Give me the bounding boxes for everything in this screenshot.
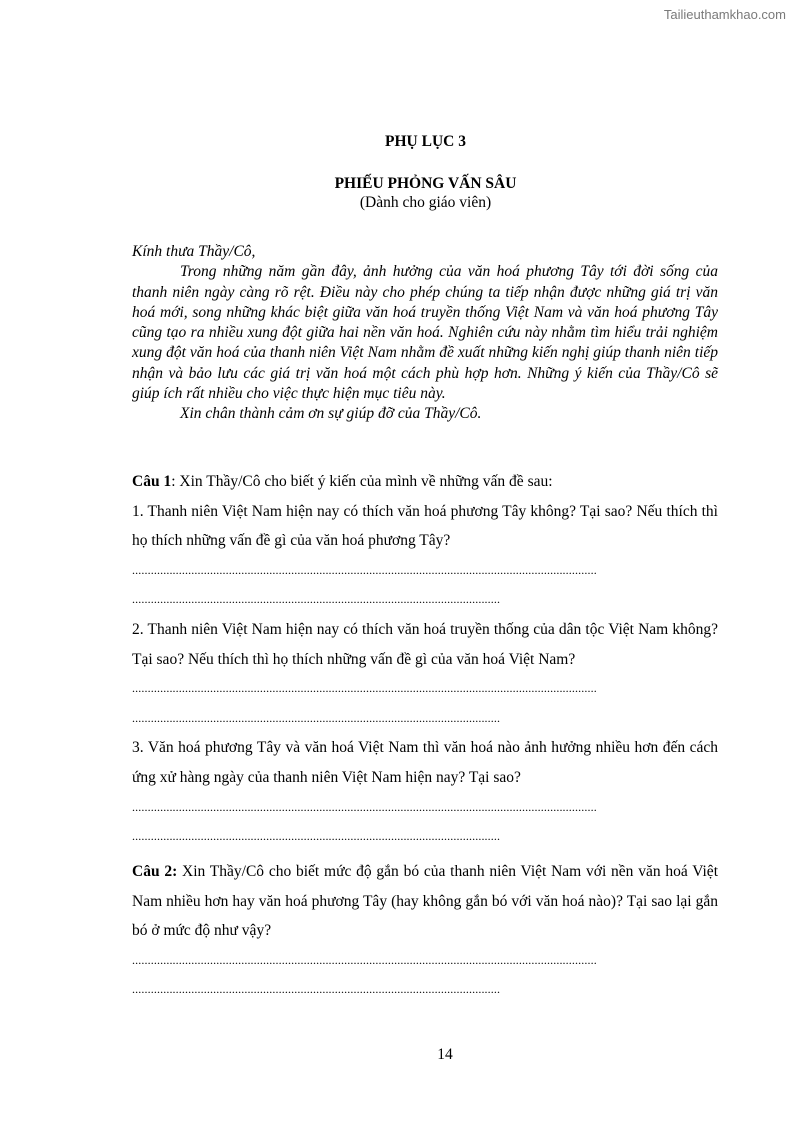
answer-line[interactable]: ...................................................................................................................... (132, 982, 501, 997)
answer-line[interactable]: ..................................................................................................................................................... (132, 562, 597, 577)
question-1-heading (132, 467, 718, 497)
form-subtitle: (Dành cho giáo viên) (359, 194, 492, 211)
question-2 (132, 857, 718, 1005)
answer-line[interactable]: ..................................................................................................................................................... (132, 952, 597, 967)
watermark: Tailieuthamkhao.com (663, 7, 786, 22)
question-1-sub-1: 1. Thanh niên Việt Nam hiện nay có thích văn hoá phương Tây không? Tại sao? Nếu thích thì họ thích những vấn đề gì của văn hoá phương Tây? (132, 502, 718, 550)
page-number: 14 (437, 1046, 453, 1063)
question-1-sub-3: 3. Văn hoá phương Tây và văn hoá Việt Nam thì văn hoá nào ảnh hưởng nhiều hơn đến cách ứng xử hàng ngày của thanh niên Việt Nam hiện nay? Tại sao? (132, 739, 718, 786)
intro-thanks: Xin chân thành cảm ơn sự giúp đỡ của Thầy/Cô. (180, 405, 482, 423)
question-2-label: Câu 2: (132, 863, 178, 880)
answer-line[interactable]: ...................................................................................................................... (132, 710, 501, 725)
question-1-sub-2: 2. Thanh niên Việt Nam hiện nay có thích văn hoá truyền thống của dân tộc Việt Nam không? Tại sao? Nếu thích thì họ thích những vấn đề gì của văn hoá Việt Nam? (132, 620, 718, 668)
question-2-body: Xin Thầy/Cô cho biết mức độ gắn bó của thanh niên Việt Nam với nền văn hoá Việt Nam nhiều hơn hay văn hoá phương Tây (hay không gắn bó với văn hoá nào)? Tại sao lại gắn bó ở mức độ như vậy? (132, 863, 718, 940)
question-2-text (132, 857, 718, 946)
answer-line[interactable]: ..................................................................................................................................................... (132, 799, 597, 814)
form-title: PHIẾU PHỎNG VẤN SÂU (334, 175, 517, 192)
answer-line[interactable]: ...................................................................................................................... (132, 592, 501, 607)
intro-letter (132, 242, 718, 425)
question-1-label: Câu 1 (132, 473, 172, 490)
intro-greeting: Kính thưa Thầy/Cô, (132, 243, 256, 260)
question-1-text: : Xin Thầy/Cô cho biết ý kiến của mình về những vấn đề sau: (171, 473, 553, 490)
appendix-title: PHỤ LỤC 3 (385, 133, 466, 150)
intro-body: Trong những năm gần đây, ảnh hưởng của văn hoá phương Tây tới đời sống của thanh niên ngày càng rõ rệt. Điều này cho phép chúng ta tiếp nhận được những giá trị văn hoá mới, song những khác biệt giữa văn hoá truyền thống Việt Nam và văn hoá phương Tây cũng tạo ra nhiều xung đột giữa hai nền văn hoá. Nghiên cứu này nhằm tìm hiểu trải nghiệm xung đột văn hoá của thanh niên Việt Nam nhằm đề xuất những kiến nghị giúp thanh niên tiếp nhận và bảo lưu các giá trị văn hoá một cách phù hợp hơn. Những ý kiến của Thầy/Cô sẽ giúp ích rất nhiều cho việc thực hiện mục tiêu này. (132, 263, 718, 403)
question-1 (132, 467, 718, 852)
answer-line[interactable]: ...................................................................................................................... (132, 829, 501, 844)
answer-line[interactable]: ..................................................................................................................................................... (132, 681, 597, 696)
